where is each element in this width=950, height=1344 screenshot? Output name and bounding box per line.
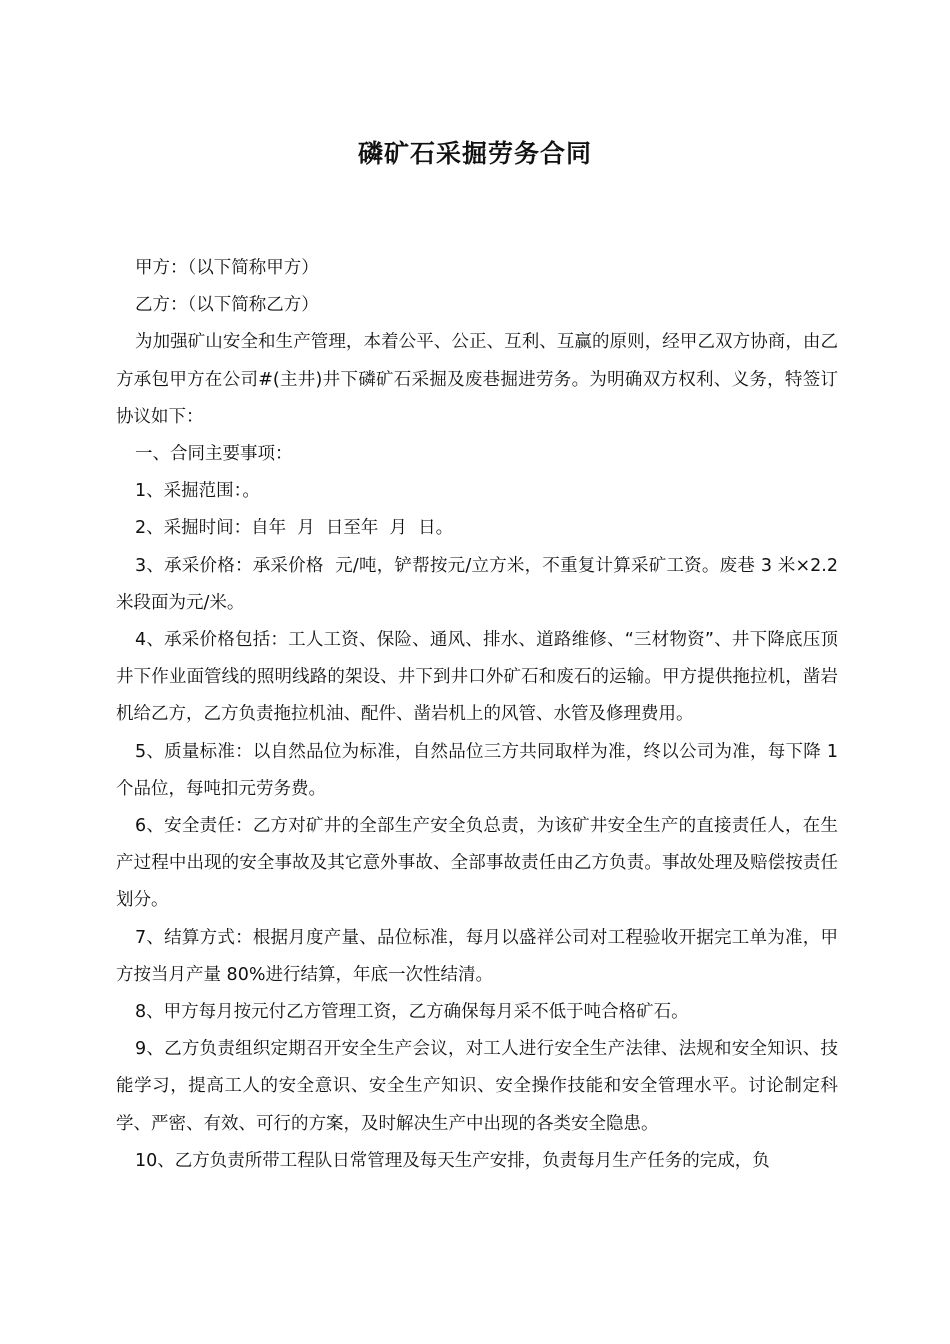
document-body: [116, 250, 844, 1180]
clause-6: 6、安全责任：乙方对矿井的全部生产安全负总责，为该矿井安全生产的直接责任人，在生产过程中出现的安全事故及其它意外事故、全部事故责任由乙方负责。事故处理及赔偿按责任划分。: [116, 816, 838, 911]
clause-1: 1、采掘范围：。: [135, 481, 260, 502]
clause-7: 7、结算方式：根据月度产量、品位标准，每月以盛祥公司对工程验收开据完工单为准，甲方按当月产量 80%进行结算，年底一次性结清。: [116, 927, 838, 985]
party-b-line: 乙方：（以下简称乙方）: [135, 295, 319, 316]
clause-2: 2、采掘时间：自年 月 日至年 月 日。: [135, 518, 454, 539]
clause-5: 5、质量标准：以自然品位为标准，自然品位三方共同取样为准，终以公司为准，每下降 1 个品位，每吨扣元劳务费。: [116, 741, 844, 799]
clause-9: 9、乙方负责组织定期召开安全生产会议，对工人进行安全生产法律、法规和安全知识、技能学习，提高工人的安全意识、安全生产知识、安全操作技能和安全管理水平。讨论制定科学、严密、有效、可行的方案，及时解决生产中出现的各类安全隐患。: [116, 1039, 838, 1134]
document-title: 磷矿石采掘劳务合同: [357, 139, 592, 168]
section-heading: 一、合同主要事项：: [135, 444, 293, 465]
preamble-paragraph: 为加强矿山安全和生产管理，本着公平、公正、互利、互赢的原则，经甲乙双方协商，由乙方承包甲方在公司#(主井)井下磷矿石采掘及废巷掘进劳务。为明确双方权利、义务，特签订协议如下：: [116, 332, 838, 427]
clause-4: 4、承采价格包括：工人工资、保险、通风、排水、道路维修、“三材物资”、井下降底压顶井下作业面管线的照明线路的架设、井下到井口外矿石和废石的运输。甲方提供拖拉机，凿岩机给乙方，乙方负责拖拉机油、配件、凿岩机上的风管、水管及修理费用。: [116, 630, 838, 725]
party-a-line: 甲方：（以下简称甲方）: [135, 258, 319, 278]
clause-3: 3、承采价格：承采价格 元/吨，铲帮按元/立方米，不重复计算采矿工资。废巷 3 米×2.2 米段面为元/米。: [116, 555, 844, 613]
clause-10: 10、乙方负责所带工程队日常管理及每天生产安排，负责每月生产任务的完成，负: [135, 1150, 770, 1171]
clause-8: 8、甲方每月按元付乙方管理工资，乙方确保每月采不低于吨合格矿石。: [135, 1002, 689, 1023]
